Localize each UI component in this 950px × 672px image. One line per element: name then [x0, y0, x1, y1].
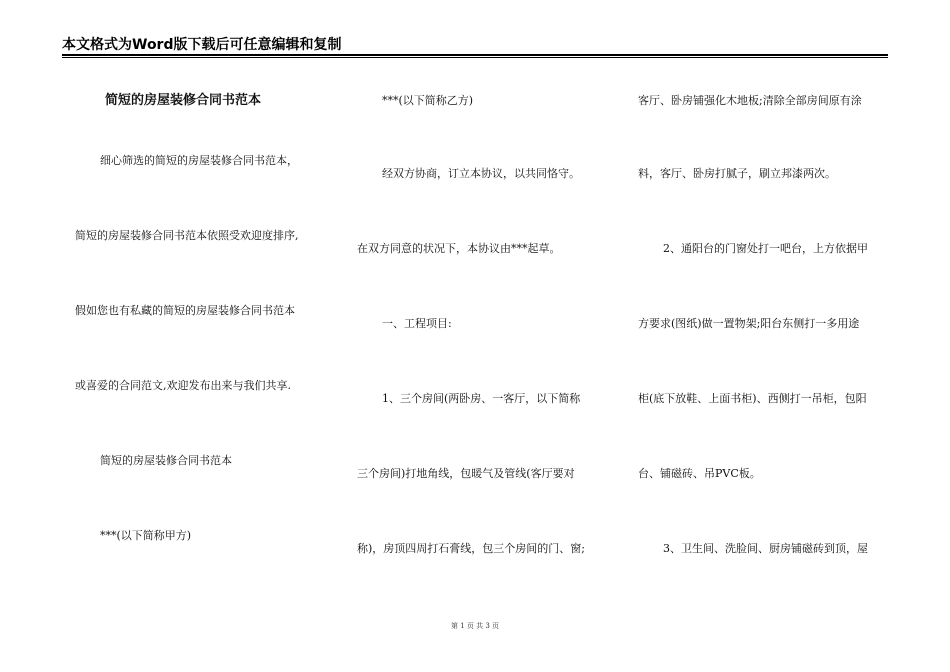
paragraph-line: 简短的房屋装修合同书范本依照受欢迎度排序, — [75, 229, 299, 242]
section-heading: 一、工程项目: — [382, 317, 452, 330]
paragraph-line: 3、卫生间、洗脸间、厨房铺磁砖到顶，屋 — [663, 542, 868, 555]
paragraph-line: 简短的房屋装修合同书范本 — [100, 454, 232, 467]
document-title: 简短的房屋装修合同书范本 — [105, 93, 262, 108]
paragraph-line: 经双方协商，订立本协议，以共同恪守。 — [382, 167, 580, 180]
document-header: 本文格式为Word版下载后可任意编辑和复制 — [62, 37, 342, 53]
paragraph-line: 或喜爱的合同范文,欢迎发布出来与我们共享. — [75, 379, 291, 392]
paragraph-line: 2、通阳台的门窗处打一吧台，上方依据甲 — [663, 242, 868, 255]
paragraph-line: 三个房间)打地角线，包暖气及管线(客厅要对 — [357, 467, 575, 480]
paragraph-line: 客厅、卧房铺强化木地板;清除全部房间原有涂 — [638, 94, 862, 107]
paragraph-line: 1、三个房间(两卧房、一客厅，以下简称 — [382, 392, 581, 405]
header-rule-thin — [62, 57, 888, 58]
paragraph-line: 在双方同意的状况下，本协议由***起草。 — [357, 242, 561, 255]
paragraph-line: 料，客厅、卧房打腻子，刷立邦漆两次。 — [638, 167, 836, 180]
paragraph-line: 柜(底下放鞋、上面书柜)、西侧打一吊柜，包阳 — [638, 392, 867, 405]
paragraph-line: 方要求(图纸)做一置物架;阳台东侧打一多用途 — [638, 317, 860, 330]
paragraph-line: 细心筛选的简短的房屋装修合同书范本， — [100, 154, 298, 167]
page-number: 第 1 页 共 3 页 — [450, 622, 500, 630]
paragraph-line: 假如您也有私藏的简短的房屋装修合同书范本 — [75, 304, 295, 317]
header-rule — [62, 54, 888, 56]
paragraph-line: 称)，房顶四周打石膏线，包三个房间的门、窗; — [357, 542, 585, 555]
paragraph-line: 台、铺磁砖、吊PVC板。 — [638, 467, 761, 480]
paragraph-line: ***(以下简称甲方) — [100, 529, 192, 542]
paragraph-line: ***(以下简称乙方) — [382, 94, 474, 107]
